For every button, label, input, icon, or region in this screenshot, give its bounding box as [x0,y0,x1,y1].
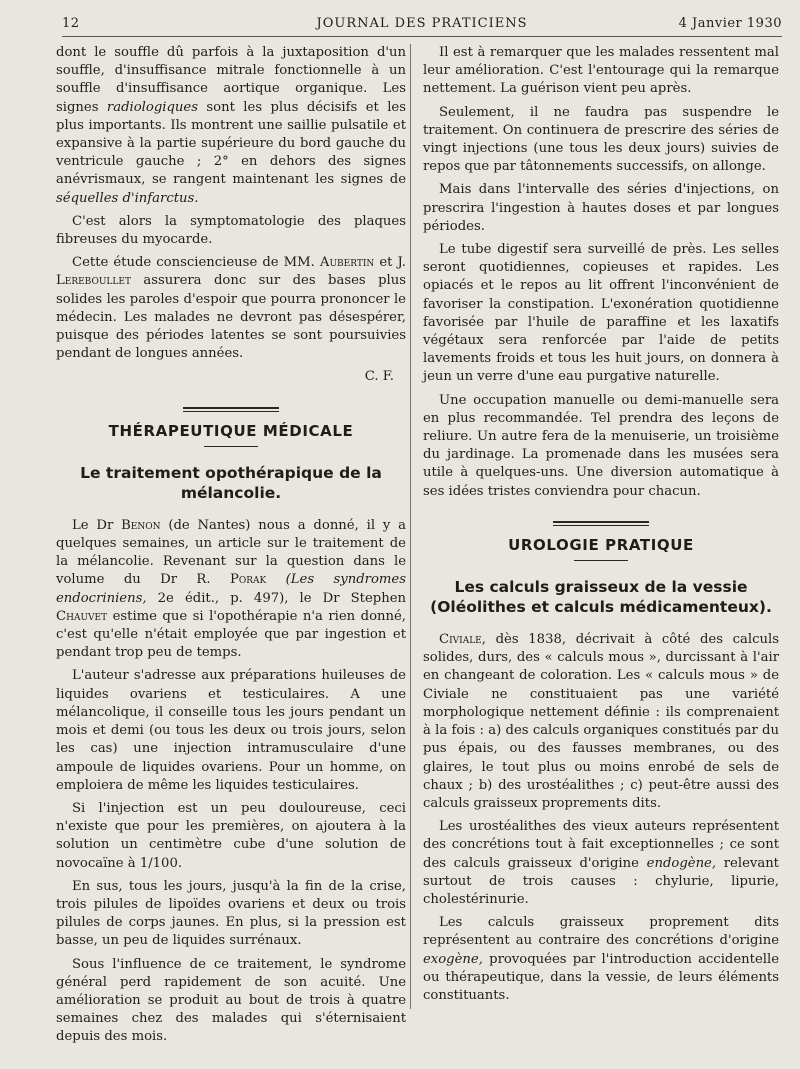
paragraph: Les urostéalithes des vieux auteurs représentent des concrétions tout à fait exceptionnelles ; ce sont des calculs graisseux d'origine endogène, relevant surtout de trois causes : chylurie, lipurie, cholestérinurie. [423,819,779,907]
section-rule [183,407,279,412]
left-column [56,44,406,1052]
page-header [62,12,782,37]
column-divider [410,44,411,1009]
section-heading: THÉRAPEUTIQUE MÉDICALE [108,421,354,440]
author-signature: C. F. [364,369,394,385]
paragraph: Sous l'influence de ce traitement, le syndrome général perd rapidement de son acuité. Une amélioration se produit au bout de trois à quatre semaines chez des malades qui s'éternisaient depuis des mois. [56,956,406,1045]
paragraph: Civiale, dès 1838, décrivait à côté des calculs solides, durs, des « calculs mous », durcissant à l'air en changeant de coloration. Les « calculs mous » de Civiale ne constituaient pas une variété morphologique nettement définie : ils comprenaient à la fois : a) des calculs organiques constitués par du pus épais, ou des fausses membranes, ou des glaires, le tout plus ou moins enrobé de sels de chaux ; b) des urostéalithes ; c) peut-être aussi des calculs graisseux proprements dits. [423,632,779,811]
paragraph: En sus, tous les jours, jusqu'à la fin de la crise, trois pilules de lipoïdes ovariens et deux ou trois pilules de corps jaunes. En plus, si la pression est basse, un peu de liquides surrénaux. [56,878,406,949]
section-rule [553,521,649,526]
journal-title: JOURNAL DES PRATICIENS [316,16,528,31]
paragraph: Mais dans l'intervalle des séries d'injections, on prescrira l'ingestion à hautes doses et par longues périodes. [423,182,779,234]
paragraph: Cette étude consciencieuse de MM. Aubertin et J. Lereboullet assurera donc sur des bases plus solides les paroles d'espoir que pourra prononcer le médecin. Les malades ne devront pas désespérer, puisque des périodes latentes se sont poursuivies pendant de longues années. [56,255,406,362]
paragraph: Il est à remarquer que les malades ressentent mal leur amélioration. C'est l'entourage qui la remarque nettement. La guérison vient peu après. [423,45,779,97]
paragraph: L'auteur s'adresse aux préparations huileuses de liquides ovariens et testiculaires. A une mélancolique, il conseille tous les jours pendant un mois et demi (ou tous les deux ou trois jours, selon les cas) une injection intramusculaire d'une ampoule de liquides ovariens. Pour un homme, on emploiera de même les liquides testiculaires. [56,668,406,793]
section-underline [574,560,628,561]
paragraph: Seulement, il ne faudra pas suspendre le traitement. On continuera de prescrire des séries de vingt injections (une tous les deux jours) suivies de repos que par tâtonnements successifs, on allonge. [423,104,779,175]
paragraph: Si l'injection est un peu douloureuse, ceci n'existe que pour les premières, on ajoutera à la solution un centimètre cube d'une solution de novocaïne à 1/100. [56,800,406,871]
right-column [423,44,779,1010]
paragraph: Le tube digestif sera surveillé de près. Les selles seront quotidiennes, copieuses et rapides. Les opiacés et le repos au lit offrent l'inconvénient de favoriser la constipation. L'exonération quotidienne favorisée par l'huile de paraffine et les laxatifs végétaux sera renforcée par l'aide de petits lavements froids et tous les huit jours, on donnera à jeun un verre d'une eau purgative naturelle. [423,242,779,385]
article-title: Le traitement opothérapique de la mélancolie. [80,463,382,502]
issue-date: 4 Janvier 1930 [678,16,782,31]
page-number: 12 [62,16,80,31]
section-underline [204,446,258,447]
paragraph: Les calculs graisseux proprement dits représentent au contraire des concrétions d'origine exogène, provoquées par l'introduction accidentelle ou thérapeutique, dans la vessie, de leurs éléments constituants. [423,915,779,1003]
article-title: Les calculs graisseux de la vessie (Oléolithes et calculs médicamenteux). [430,578,772,617]
paragraph: C'est alors la symptomatologie des plaques fibreuses du myocarde. [56,213,406,248]
paragraph: Une occupation manuelle ou demi-manuelle sera en plus recommandée. Tel prendra des leçons de reliure. Un autre fera de la menuiserie, un troisième du jardinage. La promenade dans les musées sera utile à quelques-uns. Une diversion automatique à ses idées tristes conviendra pour chacun. [423,392,779,499]
section-heading: UROLOGIE PRATIQUE [508,535,694,554]
paragraph: Le Dr Benon (de Nantes) nous a donné, il y a quelques semaines, un article sur le traitement de la mélancolie. Revenant sur la question dans le volume du Dr R. Porak (Les syndromes endocriniens, 2e édit., p. 497), le Dr Stephen Chauvet estime que si l'opothérapie n'a rien donné, c'est qu'elle n'était employée que par ingestion et pendant trop peu de temps. [56,517,407,661]
paragraph: dont le souffle dû parfois à la juxtaposition d'un souffle, d'insuffisance mitrale fonctionnelle à un souffle d'insuffisance aortique organique. Les signes radiologiques sont les plus décisifs et les plus importants. Ils montrent une saillie pulsatile et expansive à la partie supérieure du bord gauche du ventricule gauche ; 2° en dehors des signes anévrismaux, se rangent maintenant les signes de séquelles d'infarctus. [56,45,406,206]
